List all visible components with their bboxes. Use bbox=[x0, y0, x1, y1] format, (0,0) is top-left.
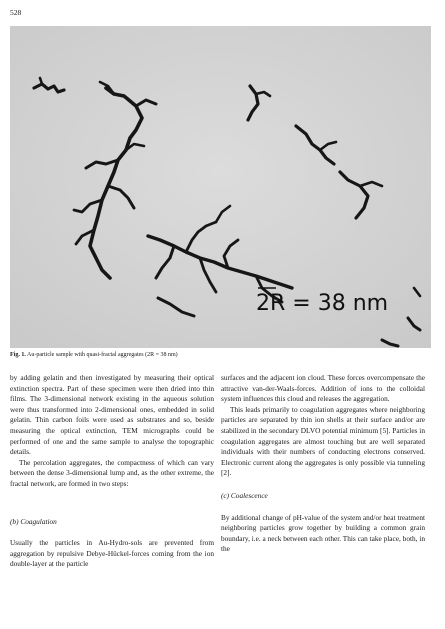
left-paragraph-1: by adding gelatin and then investigated by measuring their optical extinction spectra. Part of these specimen were then dried into thin films. The 3-dimensional network existing in the aqueous solution were thus transformed into 2-dimensional ones, embedded in solid gelatin. Thin carbon foils were used as substrates and so, beside measuring the optical extinction, TEM micrographs could be performed of one and the same sample to analyse the topographic details. bbox=[10, 373, 214, 457]
right-paragraph-2: This leads primarily to coagulation aggregates where neighboring particles are separated by thin ion shells at their surface and/or are stabilized in the secondary DLVO potential minimum [5]. Particles in coagulation aggregates are almost touching but are well separated individuals with their numbers of conducting electrons conserved. Electronic current along the aggregates is only possible via tunneling [2]. bbox=[221, 404, 425, 478]
right-paragraph-3: By additional change of pH-value of the system and/or heat treatment neighboring particles grow together by building a common grain boundary, i.e. a neck between each other. This can take place, both, in the bbox=[221, 512, 425, 554]
right-column bbox=[221, 373, 425, 555]
scale-bar-label: 2R = 38 nm bbox=[256, 291, 389, 316]
caption-label: Fig. 1. bbox=[10, 352, 26, 358]
left-column bbox=[10, 373, 214, 570]
tem-micrograph bbox=[10, 26, 431, 348]
left-paragraph-3: Usually the particles in Au-Hydro-sols are prevented from aggregation by repulsive Debye-Hückel-forces coming from the ion double-layer at the particle bbox=[10, 538, 214, 569]
right-paragraph-1: surfaces and the adjacent ion cloud. These forces overcompensate the attractive van-der-Waals-forces. Addition of ions to the colloidal system influences this cloud and releases the aggregation. bbox=[221, 373, 425, 404]
section-heading-coagulation: (b) Coagulation bbox=[10, 516, 57, 526]
fractal-aggregates-image bbox=[10, 26, 431, 348]
scale-bar bbox=[256, 288, 388, 316]
caption-text: Au-particle sample with quasi-fractal aggregates (2R = 38 nm) bbox=[27, 352, 178, 358]
page-number: 528 bbox=[10, 8, 22, 17]
left-paragraph-2: The percolation aggregates, the compactness of which can vary between the dense 3-dimensional lump and, as the other extreme, the fractal network, are formed in two steps: bbox=[10, 457, 214, 488]
section-heading-coalescence: (c) Coalescence bbox=[221, 490, 268, 500]
figure-caption bbox=[10, 352, 435, 358]
